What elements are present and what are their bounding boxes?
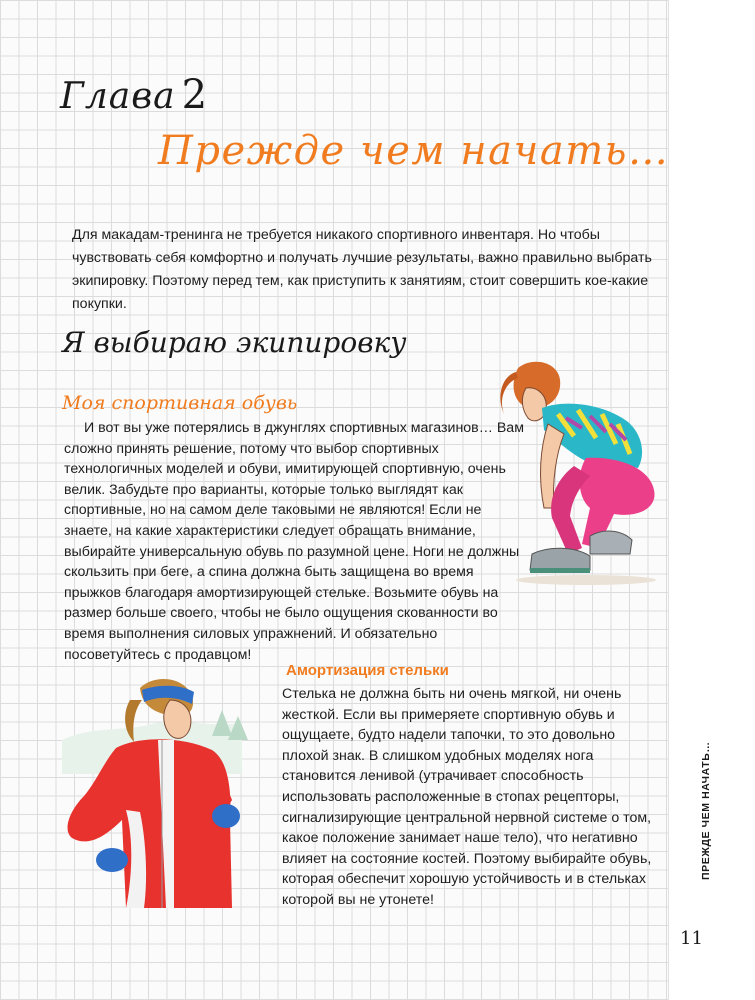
page-number: 11 [680,928,703,949]
subsection-title: Моя спортивная обувь [62,392,298,414]
chapter-heading [60,72,208,118]
running-head: ПРЕЖДЕ ЧЕМ НАЧАТЬ… [700,741,712,880]
box-heading: Амортизация стельки [286,662,449,679]
woman-tying-shoelace-illustration [478,358,668,588]
chapter-number: 2 [181,72,209,118]
box-paragraph: Стелька не должна быть ни очень мягкой, ни очень жесткой. Если вы примеряете спортивную обувь и ощущаете, будто надели тапочки, то это довольно плохой знак. В слишком удобных моделях нога становится ленивой (утрачивает способность использовать расположенные в стопах рецепторы, сигнализирующие центральной нервной системе о том, какое положение занимает наше тело), что негативно влияет на состояние костей. Поэтому выбирайте обувь, которая обеспечит хорошую устойчивость и в стельках которой вы не утонете! [282,686,652,908]
body-paragraph: И вот вы уже потерялись в джунглях спортивных магазинов… Вам сложно принять решение, потому что выбор спортивных технологичных моделей и обуви, имитирующей спортивную, очень велик. Забудьте про варианты, которые только выглядят как спортивные, но на самом деле таковыми не являются! Если не знаете, на какие характеристики следует обращать внимание, выбирайте универсальную обувь по разумной цене. Ноги не должны скользить при беге, а спина должна быть защищена во время прыжков благодаря амортизирующей стельке. Возьмите обувь на размер больше своего, чтобы не было ощущения скованности во время выполнения силовых упражнений. И обязательно посоветуйтесь с продавцом! [64,420,524,663]
section-title: Я выбираю экипировку [62,326,407,359]
chapter-label: Глава [60,76,176,117]
intro-paragraph: Для макадам-тренинга не требуется никакого спортивного инвентаря. Но чтобы чувствовать себя комфортно и получать лучшие результаты, важно правильно выбрать экипировку. Поэтому перед тем, как приступить к занятиям, стоит совершить кое-какие покупки. [72,227,652,312]
chapter-title: Прежде чем начать… [158,128,670,174]
woman-running-red-jacket-illustration [62,670,282,914]
